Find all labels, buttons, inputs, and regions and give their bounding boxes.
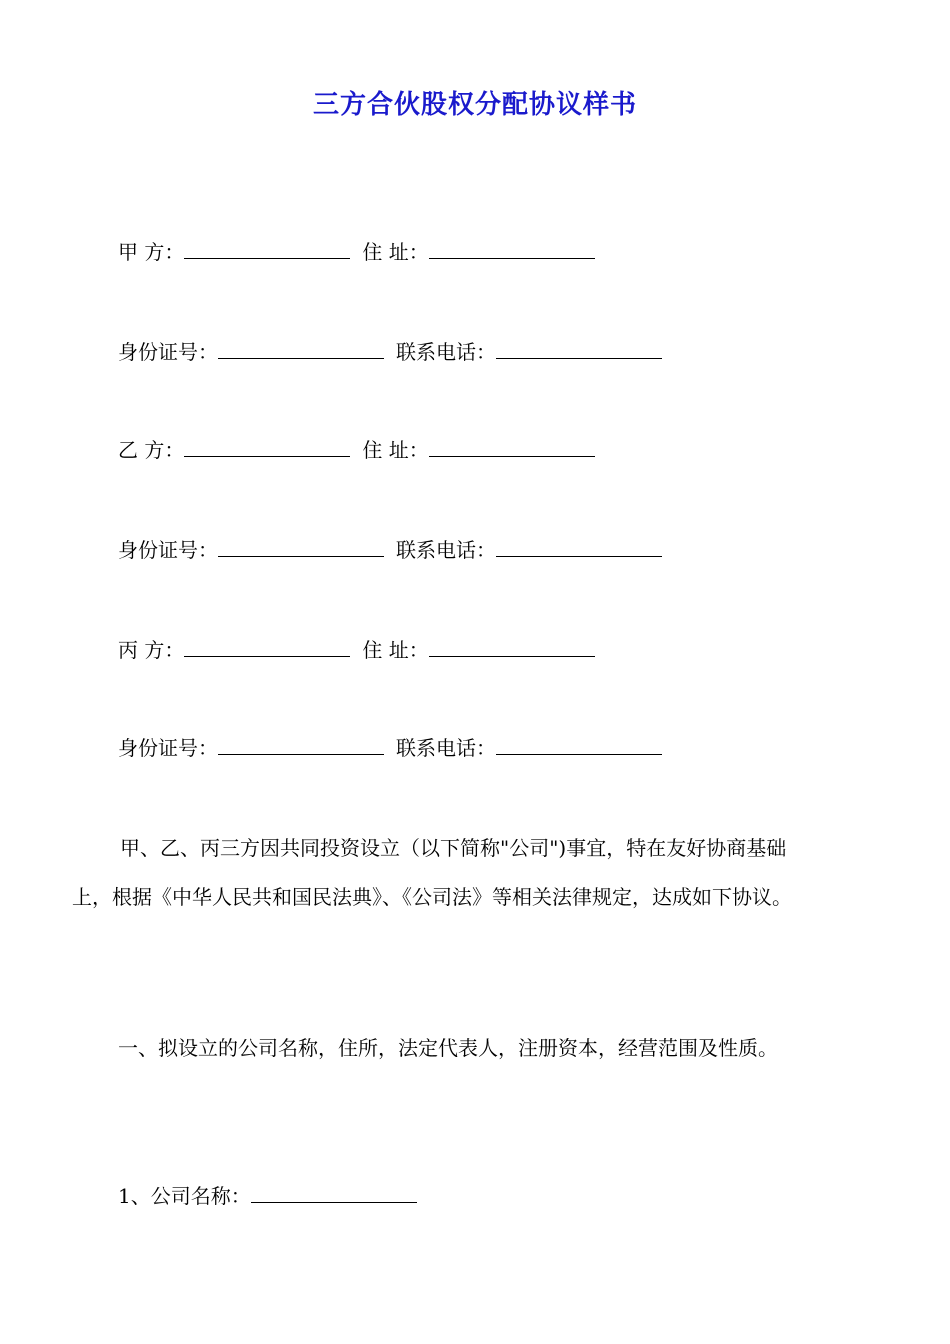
party-b-address-blank[interactable]	[429, 436, 595, 457]
party-b-phone-label: 联系电话：	[396, 538, 496, 562]
party-c-address-label: 住 址：	[362, 638, 429, 662]
intro-paragraph-line-2: 上，根据《中华人民共和国民法典》、《公司法》等相关法律规定，达成如下协议。	[72, 885, 792, 909]
party-c-blank[interactable]	[184, 636, 350, 657]
party-c-id-line	[118, 734, 674, 762]
party-c-label: 丙 方：	[118, 638, 185, 662]
party-a-phone-blank[interactable]	[496, 338, 662, 359]
company-name-label: 1、公司名称：	[118, 1184, 251, 1208]
party-b-id-label: 身份证号：	[118, 538, 218, 562]
party-b-label: 乙 方：	[118, 438, 185, 462]
party-b-address-label: 住 址：	[362, 438, 429, 462]
party-a-address-label: 住 址：	[362, 240, 429, 264]
party-c-phone-blank[interactable]	[496, 734, 662, 755]
item-1-line	[118, 1182, 429, 1210]
party-c-address-blank[interactable]	[429, 636, 595, 657]
document-title: 三方合伙股权分配协议样书	[312, 90, 637, 120]
party-c-line	[118, 636, 607, 664]
party-b-id-line	[118, 536, 674, 564]
party-b-id-blank[interactable]	[218, 536, 384, 557]
party-c-phone-label: 联系电话：	[396, 736, 496, 760]
party-c-id-label: 身份证号：	[118, 736, 218, 760]
party-a-phone-label: 联系电话：	[396, 340, 496, 364]
intro-paragraph-line-1: 甲、乙、丙三方因共同投资设立（以下简称"公司")事宜，特在友好协商基础	[120, 836, 787, 860]
section-1-heading: 一、拟设立的公司名称，住所，法定代表人，注册资本，经营范围及性质。	[118, 1036, 778, 1060]
party-b-blank[interactable]	[184, 436, 350, 457]
party-a-blank[interactable]	[184, 238, 350, 259]
party-a-id-label: 身份证号：	[118, 340, 218, 364]
party-b-line	[118, 436, 607, 464]
party-a-id-blank[interactable]	[218, 338, 384, 359]
party-a-address-blank[interactable]	[429, 238, 595, 259]
company-name-blank[interactable]	[251, 1182, 417, 1203]
party-a-label: 甲 方：	[118, 240, 185, 264]
party-a-id-line	[118, 338, 674, 366]
party-b-phone-blank[interactable]	[496, 536, 662, 557]
party-c-id-blank[interactable]	[218, 734, 384, 755]
party-a-line	[118, 238, 607, 266]
